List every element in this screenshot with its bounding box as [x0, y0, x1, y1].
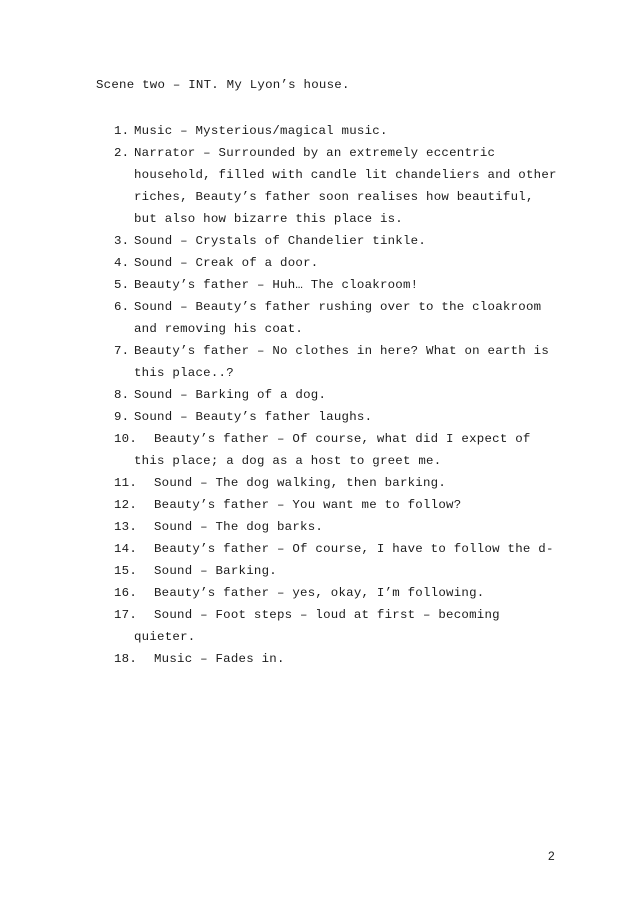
item-text: Music – Fades in. [154, 652, 285, 666]
item-text: Beauty’s father – You want me to follow? [154, 498, 462, 512]
item-text-continuation: riches, Beauty’s father soon realises how beautiful, [134, 190, 534, 204]
list-item [114, 604, 574, 648]
item-number: 7. [114, 344, 130, 358]
scene-heading: Scene two – INT. My Lyon’s house. [96, 78, 350, 92]
list-item [114, 472, 574, 494]
item-text: Sound – The dog walking, then barking. [154, 476, 447, 490]
list-item [114, 406, 574, 428]
item-number: 16. [114, 586, 138, 600]
item-number: 12. [114, 498, 138, 512]
list-item [114, 384, 574, 406]
list-item [114, 120, 574, 142]
item-number: 4. [114, 256, 130, 270]
script-list [114, 120, 574, 670]
list-item [114, 648, 574, 670]
item-text-continuation: and removing his coat. [134, 322, 304, 336]
list-item [114, 538, 574, 560]
item-number: 15. [114, 564, 138, 578]
item-text: Beauty’s father – Of course, I have to follow the d- [154, 542, 554, 556]
item-number: 5. [114, 278, 130, 292]
list-item [114, 142, 574, 230]
list-item [114, 230, 574, 252]
list-item [114, 582, 574, 604]
item-number: 8. [114, 388, 130, 402]
item-text-continuation: household, filled with candle lit chandeliers and other [134, 168, 557, 182]
item-number: 1. [114, 124, 130, 138]
item-text-continuation: but also how bizarre this place is. [134, 212, 403, 226]
item-number: 18. [114, 652, 138, 666]
list-item [114, 428, 574, 472]
item-number: 11. [114, 476, 138, 490]
list-item [114, 340, 574, 384]
item-number: 17. [114, 608, 138, 622]
item-text-continuation: this place..? [134, 366, 234, 380]
item-text: Sound – Barking of a dog. [134, 388, 327, 402]
item-number: 9. [114, 410, 130, 424]
item-text: Sound – Foot steps – loud at first – becoming [154, 608, 500, 622]
list-item [114, 516, 574, 538]
item-text: Beauty’s father – No clothes in here? What on earth is [134, 344, 550, 358]
item-number: 3. [114, 234, 130, 248]
list-item [114, 296, 574, 340]
item-text-continuation: this place; a dog as a host to greet me. [134, 454, 442, 468]
item-number: 2. [114, 146, 130, 160]
item-text: Sound – Beauty’s father rushing over to the cloakroom [134, 300, 542, 314]
item-text: Music – Mysterious/magical music. [134, 124, 388, 138]
item-text-continuation: quieter. [134, 630, 196, 644]
item-text: Beauty’s father – Of course, what did I expect of [154, 432, 531, 446]
item-number: 14. [114, 542, 138, 556]
item-number: 10. [114, 432, 138, 446]
item-number: 6. [114, 300, 130, 314]
list-item [114, 252, 574, 274]
item-text: Sound – Barking. [154, 564, 277, 578]
item-text: Beauty’s father – yes, okay, I’m following. [154, 586, 485, 600]
list-item [114, 274, 574, 296]
item-text: Sound – Crystals of Chandelier tinkle. [134, 234, 427, 248]
item-number: 13. [114, 520, 138, 534]
item-text: Narrator – Surrounded by an extremely eccentric [134, 146, 496, 160]
item-text: Sound – Creak of a door. [134, 256, 319, 270]
item-text: Sound – The dog barks. [154, 520, 324, 534]
item-text: Sound – Beauty’s father laughs. [134, 410, 373, 424]
page-number: 2 [548, 849, 555, 863]
list-item [114, 494, 574, 516]
list-item [114, 560, 574, 582]
item-text: Beauty’s father – Huh… The cloakroom! [134, 278, 419, 292]
